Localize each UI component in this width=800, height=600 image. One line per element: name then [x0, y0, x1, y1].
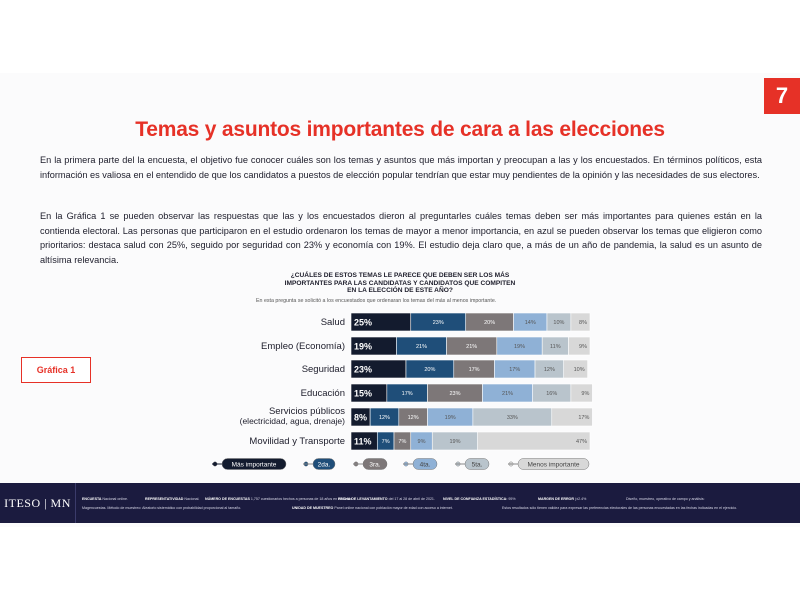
footer-item-text: Panel online nacional con población mayor de edad con acceso a internet.: [334, 506, 453, 510]
category-label: Movilidad y Transporte: [249, 436, 345, 447]
footer-item: [538, 497, 586, 501]
bar-value-label: 21%: [502, 391, 514, 397]
bar-value-label: 23%: [449, 391, 461, 397]
page-number-badge: 7: [764, 78, 800, 114]
footer-item: [82, 497, 128, 501]
category-label: Salud: [320, 317, 345, 328]
bar-value-label: 15%: [354, 388, 373, 399]
chart-title-line: IMPORTANTES PARA LAS CANDIDATAS Y CANDIDATOS QUE COMPITEN: [284, 279, 516, 287]
bar-value-label: 12%: [407, 415, 419, 421]
footer-item-label: FECHA DE LEVANTAMIENTO: [338, 497, 389, 501]
bar-value-label: 33%: [506, 415, 518, 421]
legend-label: 4ta.: [419, 461, 431, 469]
legend-label: Más importante: [231, 461, 277, 469]
bar-value-label: 14%: [524, 320, 536, 326]
legend-label: 5ta.: [471, 461, 483, 469]
bar-value-label: 19%: [354, 341, 373, 352]
bar-value-label: 8%: [579, 320, 587, 326]
footer-item-text: del 17 al 28 de abril de 2021.: [388, 497, 435, 501]
footer-item-text: (±2.4%: [574, 497, 587, 501]
footer-item-label: ENCUESTA: [82, 497, 103, 501]
footer-item: [205, 497, 353, 501]
category-label: Empleo (Economía): [261, 341, 345, 352]
footer-item-text: Diseño, muestreo, operativo de campo y análisis:: [626, 497, 705, 501]
bar-value-label: 23%: [432, 320, 444, 326]
bar-value-label: 19%: [444, 415, 456, 421]
category-sublabel: (electricidad, agua, drenaje): [239, 416, 345, 426]
bar-value-label: 19%: [449, 439, 461, 445]
bar-value-label: 12%: [543, 367, 555, 373]
bar-value-label: 17%: [401, 391, 413, 397]
bar-value-label: 21%: [466, 344, 478, 350]
bar-value-label: 17%: [468, 367, 480, 373]
legend-label: 3ra.: [369, 461, 381, 469]
bar-segment: [478, 432, 590, 450]
bar-value-label: 20%: [424, 367, 436, 373]
bar-value-label: 12%: [378, 415, 390, 421]
page-title: Temas y asuntos importantes de cara a las elecciones: [135, 118, 665, 141]
chart-note: En esta pregunta se solicitó a los encuestados que ordenaran los temas del más al menos importante.: [256, 298, 497, 304]
bar-value-label: 19%: [513, 344, 526, 350]
iteso-logo: ITESO | MN: [4, 495, 71, 510]
legend-label: 2da.: [317, 461, 331, 469]
footer-item: [338, 497, 435, 501]
footer-item-label: REPRESENTATIVIDAD: [145, 497, 185, 501]
bar-value-label: 16%: [546, 391, 558, 397]
footer-item-text: Estos resultados sólo tienen validez para expresar las preferencias electorales de las personas encuestadas en las fechas indicadas en el ejercicio.: [502, 506, 738, 510]
bar-value-label: 9%: [579, 344, 587, 350]
footer-item-text: 95%: [508, 497, 516, 501]
bar-value-label: 47%: [575, 439, 587, 445]
chart-title-line: EN LA ELECCIÓN DE ESTE AÑO?: [347, 287, 453, 295]
bar-value-label: 11%: [354, 436, 372, 447]
bar-value-label: 11%: [550, 344, 561, 350]
footer-item: [502, 506, 737, 510]
footer-logo-box: [0, 483, 76, 523]
footer-item-label: MARGEN DE ERROR: [538, 497, 575, 501]
bar-value-label: 8%: [354, 412, 368, 423]
footer-bar: [0, 483, 800, 523]
intro-paragraph: En la primera parte del la encuesta, el objetivo fue conocer cuáles son los temas y asuntos que más importan y preocupan a las y los encuestados. En términos políticos, esta información es valiosa en el entendido de que los candidatos a puestos de elección popular tendrían que estar muy pendientes de la opinión y las necesidades de sus electores.: [40, 155, 762, 180]
bar-value-label: 7%: [381, 439, 390, 445]
footer-item-label: UNIDAD DE MUESTREO: [292, 506, 335, 510]
chart-title-line: ¿CUÁLES DE ESTOS TEMAS LE PARECE QUE DEBEN SER LOS MÁS: [290, 272, 510, 279]
footer-item: [292, 506, 453, 510]
footer-item-label: NIVEL DE CONFIANZA ESTADÍSTICA:: [443, 497, 509, 501]
footer-item-text: 1,757 cuestionarios hechos a personas de 18 años en adelante.: [250, 497, 353, 501]
bar-value-label: 17%: [509, 367, 521, 373]
bar-value-label: 23%: [354, 364, 373, 375]
chart-description-paragraph: En la Gráfica 1 se pueden observar las respuestas que las y los encuestados dieron al preguntarles cuáles temas deben ser más importantes para quienes están en la contienda electoral. Las personas que participaron en el estudio ordenaron los temas de mayor a menor importancia, en azul se pueden observar los temas que eligieron como prioritarios: destaca salud con 25%, seguido por seguridad con 23% y economía con 19%. El estudio deja claro que, a más de un año de pandemia, la salud es un asunto de altísima relevancia.: [40, 211, 762, 265]
bar-value-label: 7%: [398, 439, 407, 445]
bar-value-label: 9%: [417, 439, 426, 445]
footer-item: [145, 497, 199, 501]
grafica-label: Gráfica 1: [21, 357, 91, 383]
bar-value-label: 25%: [354, 317, 373, 328]
footer-item-text: Nacional online.: [102, 497, 128, 501]
bar-value-label: 17%: [578, 415, 590, 421]
footer-item: [626, 497, 705, 501]
footer-item-text: Mag​encuestas. Método de muestreo: Aleatorio sistemático con probabilidad proporcional al tamaño.: [82, 506, 242, 510]
category-label: Servicios públicos: [268, 406, 345, 417]
legend-label: Menos importante: [527, 461, 580, 469]
bar-value-label: 9%: [581, 391, 590, 397]
category-label: Educación: [300, 388, 345, 399]
footer-item: [82, 506, 241, 510]
bar-value-label: 21%: [415, 344, 428, 350]
footer-item-label: NÚMERO DE ENCUESTAS: [205, 497, 251, 501]
footer-item: [443, 497, 516, 501]
bar-value-label: 10%: [573, 367, 585, 373]
bar-value-label: 20%: [484, 320, 496, 326]
category-label: Seguridad: [301, 364, 345, 375]
footer-item-text: Nacional.: [184, 497, 200, 501]
bar-value-label: 10%: [553, 320, 565, 326]
